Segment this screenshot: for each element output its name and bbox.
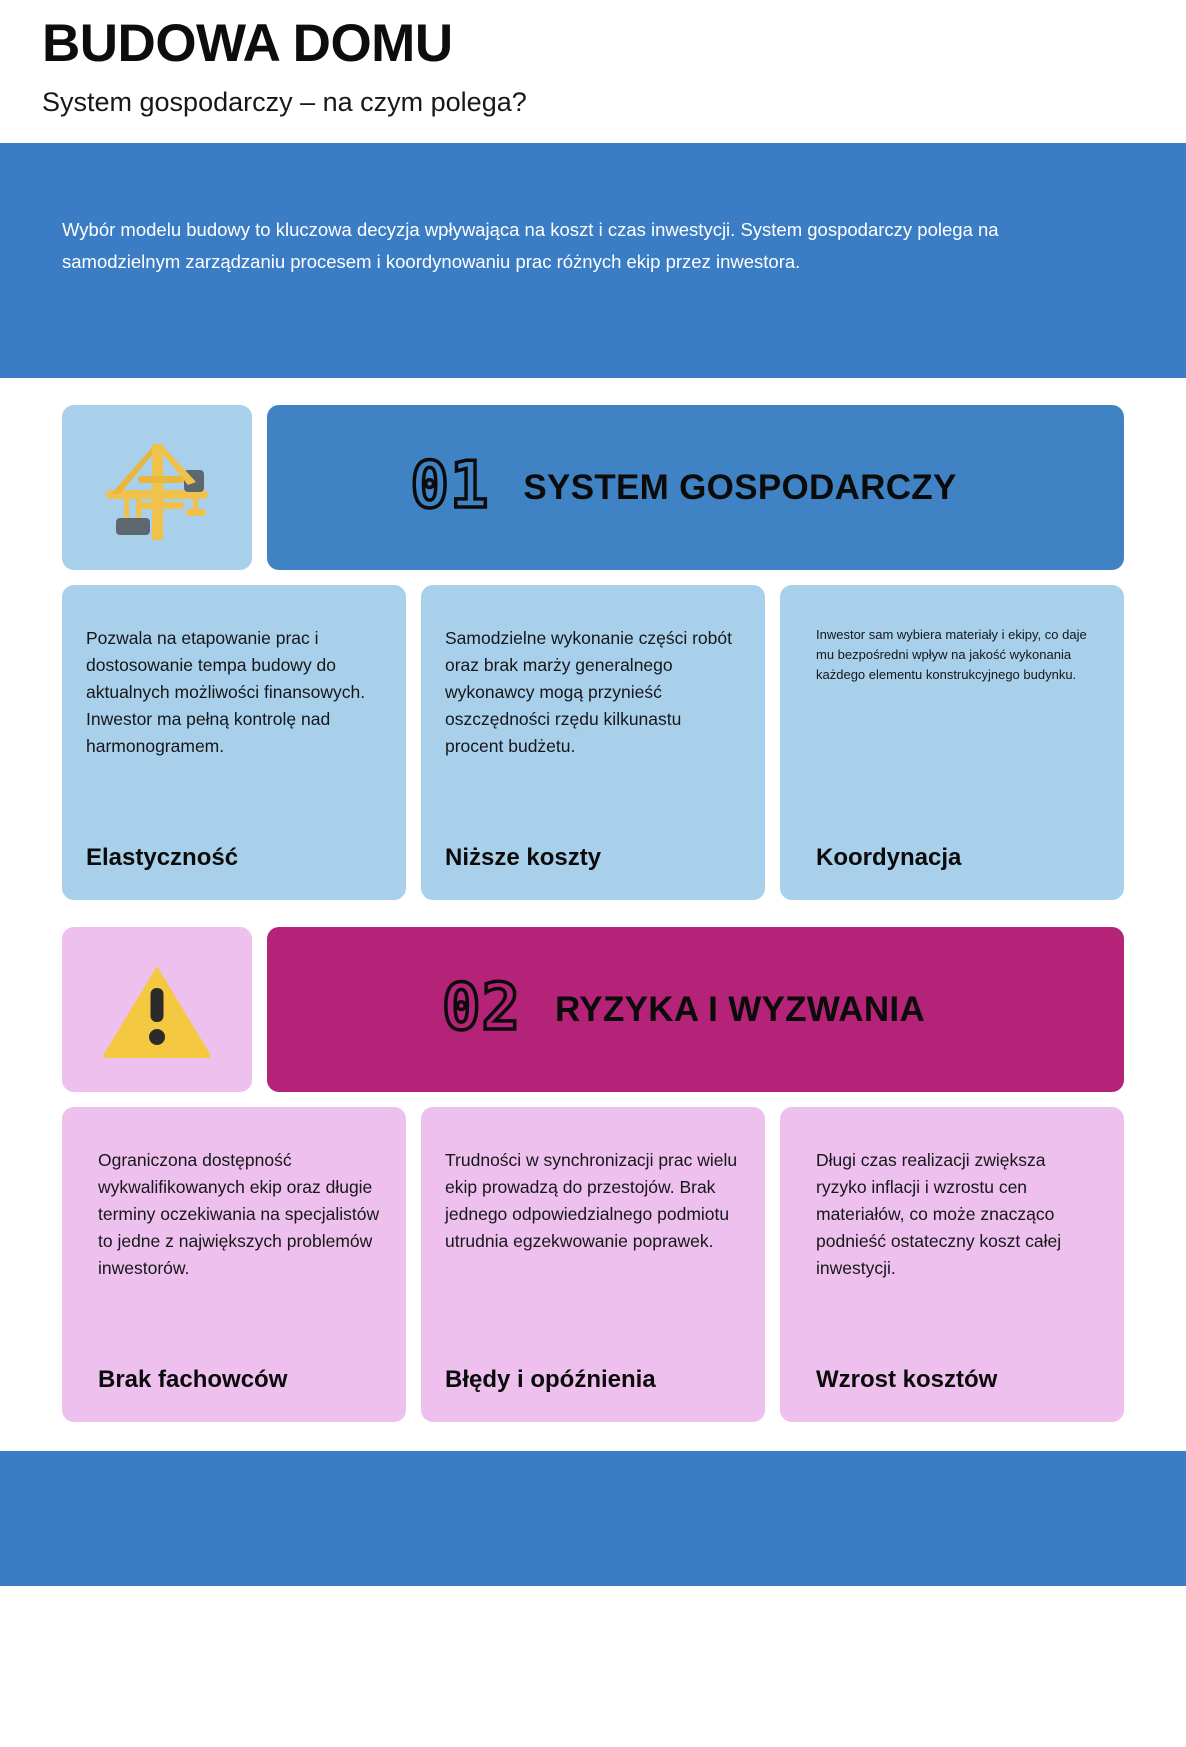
section-01-number: 01 [410,448,490,523]
section-02-title-bar [267,927,1124,1092]
card-body: Ograniczona dostępność wykwalifikowanych ekip oraz długie terminy oczekiwania na specjalistów to jedne z największych problemów inwestorów. [98,1150,380,1278]
card-elastycznosc [62,585,406,900]
construction-crane-icon [98,436,216,540]
card-body: Samodzielne wykonanie części robót oraz brak marży generalnego wykonawcy mogą przynieść oszczędności rzędu kilkunastu procent budżetu. [445,628,732,756]
card-body: Trudności w synchronizacji prac wielu ekip prowadzą do przestojów. Brak jednego odpowiedzialnego podmiotu utrudnia egzekwowanie poprawek. [445,1150,738,1251]
page-header [0,0,1186,120]
warning-triangle-icon [98,958,216,1062]
card-title: Niższe koszty [445,844,602,872]
card-body: Długi czas realizacji zwiększa ryzyko inflacji i wzrostu cen materiałów, co może znacząco podnieść ostateczny koszt całej inwestycji. [816,1150,1062,1278]
section-01-banner [62,405,1124,570]
card-title: Brak fachowców [98,1366,288,1394]
card-brak-fachowcow [62,1107,406,1422]
intro-banner [0,143,1186,378]
section-01-title-bar [267,405,1124,570]
sections-container [0,405,1186,1422]
card-wzrost-kosztow [780,1107,1124,1422]
section-02-icon-tile [62,927,252,1092]
section-02-banner [62,927,1124,1092]
card-title: Błędy i opóźnienia [445,1366,656,1394]
section-01 [62,405,1124,900]
intro-text: Wybór modelu budowy to kluczowa decyzja wpływająca na koszt i czas inwestycji. System gospodarczy polega na samodzielnym zarządzaniu procesem i koordynowaniu prac różnych ekip przez inwestora. [62,219,999,273]
card-title: Koordynacja [816,844,962,872]
page-subtitle: System gospodarczy – na czym polega? [42,87,527,118]
page-title: BUDOWA DOMU [42,14,453,73]
section-01-name: SYSTEM GOSPODARCZY [523,467,957,507]
card-title: Elastyczność [86,844,239,872]
section-02-name: RYZYKA I WYZWANIA [555,989,926,1029]
section-01-cards [62,585,1124,900]
card-body: Pozwala na etapowanie prac i dostosowanie tempa budowy do aktualnych możliwości finansowych. Inwestor ma pełną kontrolę nad harmonogramem. [86,628,366,756]
section-02 [62,927,1124,1422]
card-koordynacja [780,585,1124,900]
section-02-number: 02 [441,970,522,1045]
footer-banner [0,1451,1186,1586]
card-nizsze-koszty [421,585,765,900]
card-bledy-i-opoznienia [421,1107,765,1422]
card-body: Inwestor sam wybiera materiały i ekipy, co daje mu bezpośredni wpływ na jakość wykonania każdego elementu konstrukcyjnego budynku. [816,627,1087,682]
section-01-icon-tile [62,405,252,570]
card-title: Wzrost kosztów [816,1366,998,1394]
section-02-cards [62,1107,1124,1422]
